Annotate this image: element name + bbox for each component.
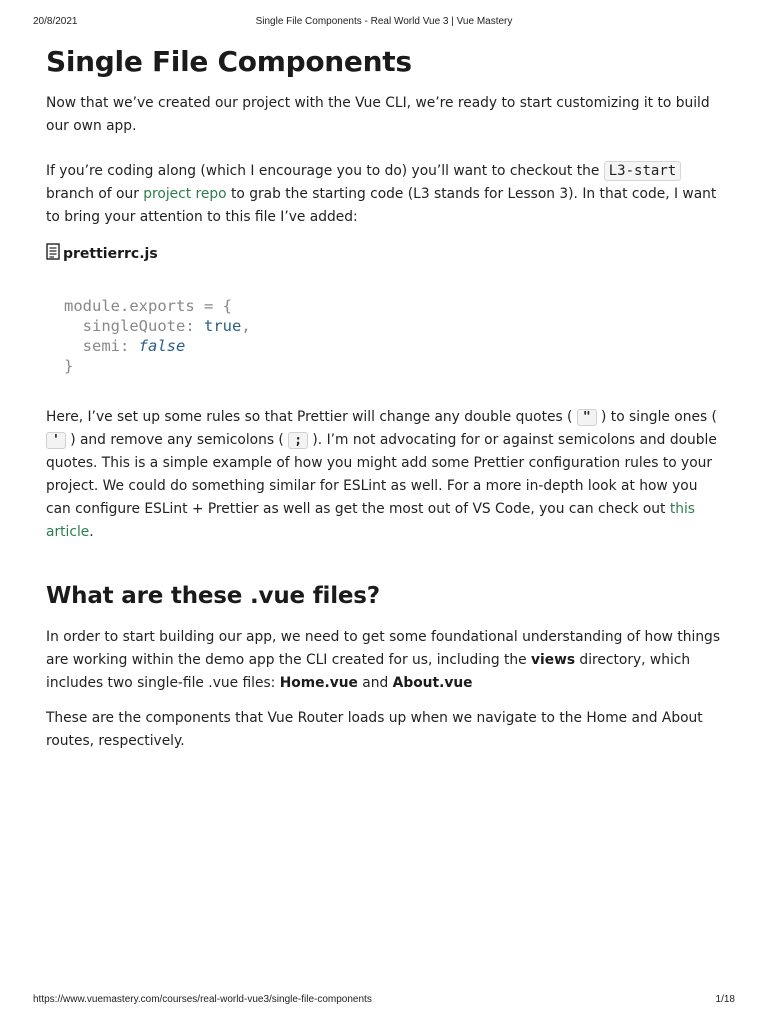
branch-code: L3-start bbox=[604, 161, 681, 181]
code-value: true bbox=[203, 317, 242, 335]
project-repo-link[interactable]: project repo bbox=[143, 186, 227, 202]
text-run: Here, I’ve set up some rules so that Prettier will change any double quotes ( bbox=[46, 409, 577, 425]
page-number: 1/18 bbox=[715, 994, 735, 1005]
text-run: ). I’m not advocating for or against semicolons and double quotes. This is a simple example of how you might add some Prettier configuration rules to your project. We could do something similar for ESLint as well. For a more in-depth look at how you can configure ESLint + Prettier as well as get the most out of VS Code, you can check out bbox=[46, 432, 717, 517]
about-vue-bold: About.vue bbox=[392, 675, 473, 691]
file-name: prettierrc.js bbox=[63, 245, 158, 262]
text-run: and bbox=[357, 675, 393, 691]
print-url: https://www.vuemastery.com/courses/real-world-vue3/single-file-components bbox=[33, 994, 372, 1005]
print-header bbox=[0, 16, 768, 30]
text-run: ) and remove any semicolons ( bbox=[65, 432, 289, 448]
code-value: false bbox=[138, 337, 186, 355]
text-run: directory, which includes two single-file .vue files: bbox=[46, 652, 691, 691]
code-key: singleQuote: bbox=[64, 317, 204, 335]
file-label bbox=[46, 243, 722, 264]
section-heading: What are these .vue files? bbox=[46, 583, 380, 609]
document-icon bbox=[46, 243, 63, 264]
home-vue-bold: Home.vue bbox=[279, 675, 358, 691]
double-quote-code: " bbox=[577, 409, 597, 426]
text-run: ) to single ones ( bbox=[596, 409, 717, 425]
print-date: 20/8/2021 bbox=[33, 16, 78, 27]
text-run: to grab the starting code (L3 stands for Lesson 3). In that code, I want to bring your attention to this file I’ve added: bbox=[46, 186, 717, 225]
text-run: In order to start building our app, we need to get some foundational understanding of how things are working within the demo app the CLI created for us, including the bbox=[46, 629, 721, 668]
text-run: branch of our bbox=[46, 186, 144, 202]
article-title: Single File Components bbox=[46, 45, 412, 78]
components-paragraph: These are the components that Vue Router loads up when we navigate to the Home and About routes, respectively. bbox=[46, 710, 703, 749]
semicolon-code: ; bbox=[288, 432, 308, 449]
code-line: } bbox=[64, 357, 74, 375]
prettier-paragraph bbox=[46, 406, 722, 544]
checkout-paragraph bbox=[46, 160, 722, 229]
views-bold: views bbox=[531, 652, 576, 668]
text-run: If you’re coding along (which I encourage you to do) you’ll want to checkout the bbox=[46, 163, 604, 179]
code-key: semi: bbox=[64, 337, 139, 355]
code-line: module.exports = { bbox=[64, 297, 232, 315]
code-block bbox=[46, 296, 722, 376]
print-footer bbox=[0, 994, 768, 1008]
single-quote-code: ' bbox=[46, 432, 66, 449]
intro-paragraph: Now that we’ve created our project with the Vue CLI, we’re ready to start customizing it to build our own app. bbox=[46, 95, 710, 134]
article-content bbox=[46, 40, 722, 753]
this-article-link[interactable]: this article bbox=[46, 501, 695, 540]
vue-files-paragraph bbox=[46, 626, 722, 695]
text-run: . bbox=[89, 524, 94, 540]
code-punct: , bbox=[241, 317, 251, 335]
print-page-title: Single File Components - Real World Vue 3 | Vue Mastery bbox=[255, 16, 513, 27]
